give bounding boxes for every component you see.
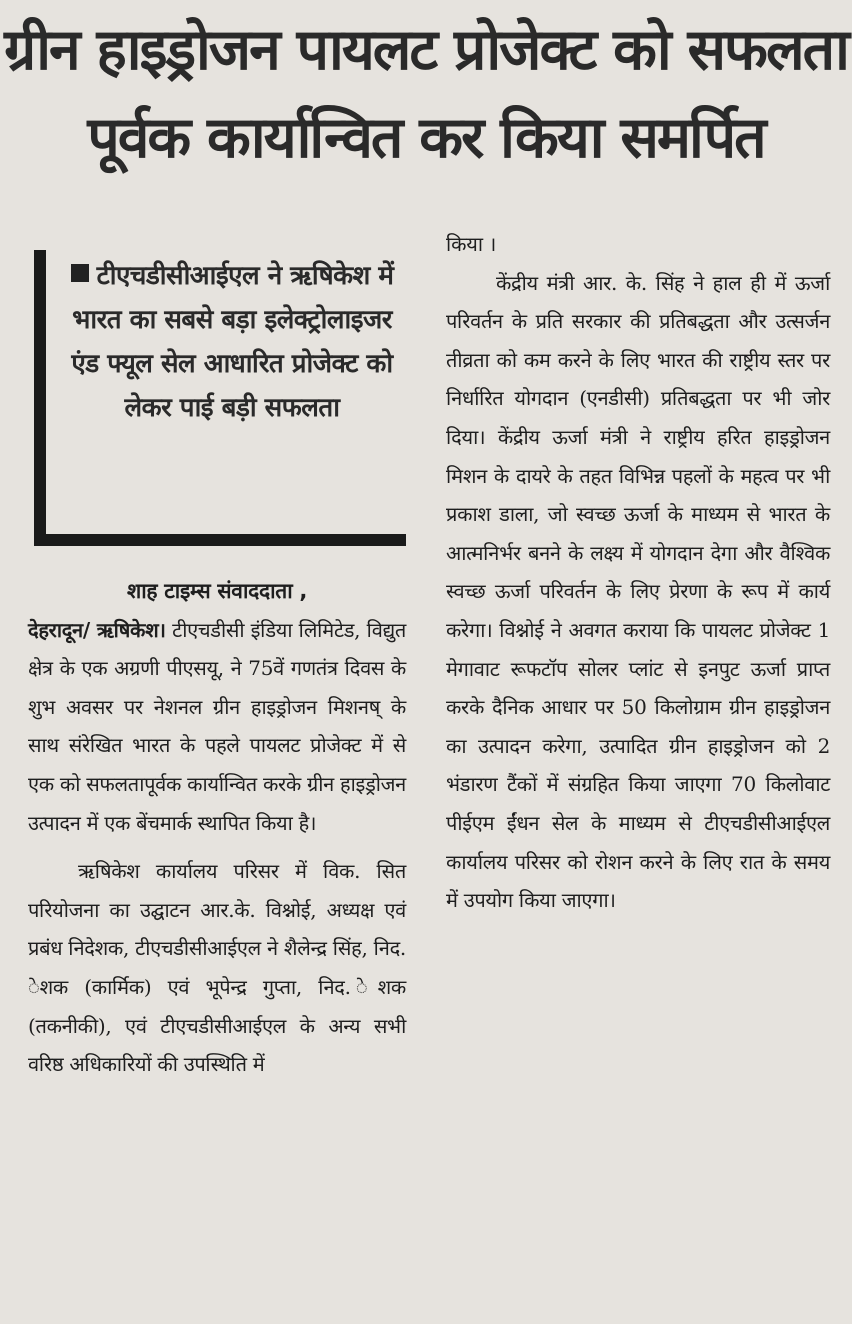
byline: शाह टाइम्स संवाददाता , xyxy=(126,579,308,603)
dateline: देहरादून/ ऋषिकेश। xyxy=(28,617,166,642)
headline-line-2: पूर्वक कार्यान्वित कर किया समर्पित xyxy=(87,105,765,171)
article-column-left xyxy=(28,572,406,1084)
article-column-right xyxy=(446,225,830,920)
deck-box xyxy=(34,250,406,546)
paragraph-1-text: टीएचडीसी इंडिया लिमिटेड, विद्युत क्षेत्र के एक अग्रणी पीएसयू, ने 75वें गणतंत्र दिवस के शुभ अवसर पर नेशनल ग्रीन हाइड्रोजन मिशनष् के साथ संरेखित भारत के पहले पायलट प्रोजेक्ट में से एक को सफलतापूर्वक कार्यान्वित करके ग्रीन हाइड्रोजन उत्पादन में एक बेंचमार्क स्थापित किया है। xyxy=(28,617,407,835)
headline-line-1: ग्रीन हाइड्रोजन पायलट प्रोजेक्ट को सफलता xyxy=(4,17,848,83)
article-paragraph-3: केंद्रीय मंत्री आर. के. सिंह ने हाल ही में ऊर्जा परिवर्तन के प्रति सरकार की प्रतिबद्धता और उत्सर्जन तीव्रता को कम करने के लिए भारत की राष्ट्रीय स्तर पर निर्धारित योगदान (एनडीसी) प्रतिबद्धता पर भी जोर दिया। केंद्रीय ऊर्जा मंत्री ने राष्ट्रीय हरित हाइड्रोजन मिशन के दायरे के तहत विभिन्न पहलों के महत्व पर भी प्रकाश डाला, जो स्वच्छ ऊर्जा के माध्यम से भारत के आत्मनिर्भर बनने के लक्ष्य में योगदान देगा और वैश्विक स्वच्छ ऊर्जा परिवर्तन के लिए प्रेरणा के रूप में कार्य करेगा। विश्नोई ने अवगत कराया कि पायलट प्रोजेक्ट 1 मेगावाट रूफटॉप सोलर प्लांट से इनपुट ऊर्जा प्राप्त करके दैनिक आधार पर 50 किलोग्राम ग्रीन हाइड्रोजन का उत्पादन करेगा, उत्पादित ग्रीन हाइड्रोजन को 2 भंडारण टैंकों में संग्रहित किया जाएगा 70 किलोवाट पीईएम ईंधन सेल के माध्यम से टीएचडीसीआईएल कार्यालय परिसर को रोशन करने के लिए रात के समय में उपयोग किया जाएगा। xyxy=(446,270,830,913)
article-paragraph-2: ऋषिकेश कार्यालय परिसर में विक. सित परियोजना का उद्घाटन आर.के. विश्नोई, अध्यक्ष एवं प्रबंध निदेशक, टीएचडीसीआईएल ने शैलेन्द्र सिंह, निद. ेशक (कार्मिक) एवं भूपेन्द्र गुप्ता, निद. ेशक (तकनीकी), एवं टीएचडीसीआईएल के अन्य सभी वरिष्ठ अधिकारियों की उपस्थिति में xyxy=(28,859,406,1077)
headline xyxy=(0,6,852,182)
square-bullet-icon xyxy=(71,264,89,282)
article-paragraph-2-continued: किया । xyxy=(446,232,497,256)
deck-text: टीएचडीसीआईएल ने ऋषिकेश में भारत का सबसे बड़ा इलेक्ट्रोलाइजर एंड फ्यूल सेल आधारित प्रोजेक्ट को लेकर पाई बड़ी सफलता xyxy=(71,261,394,423)
article-paragraph-1 xyxy=(28,611,406,843)
